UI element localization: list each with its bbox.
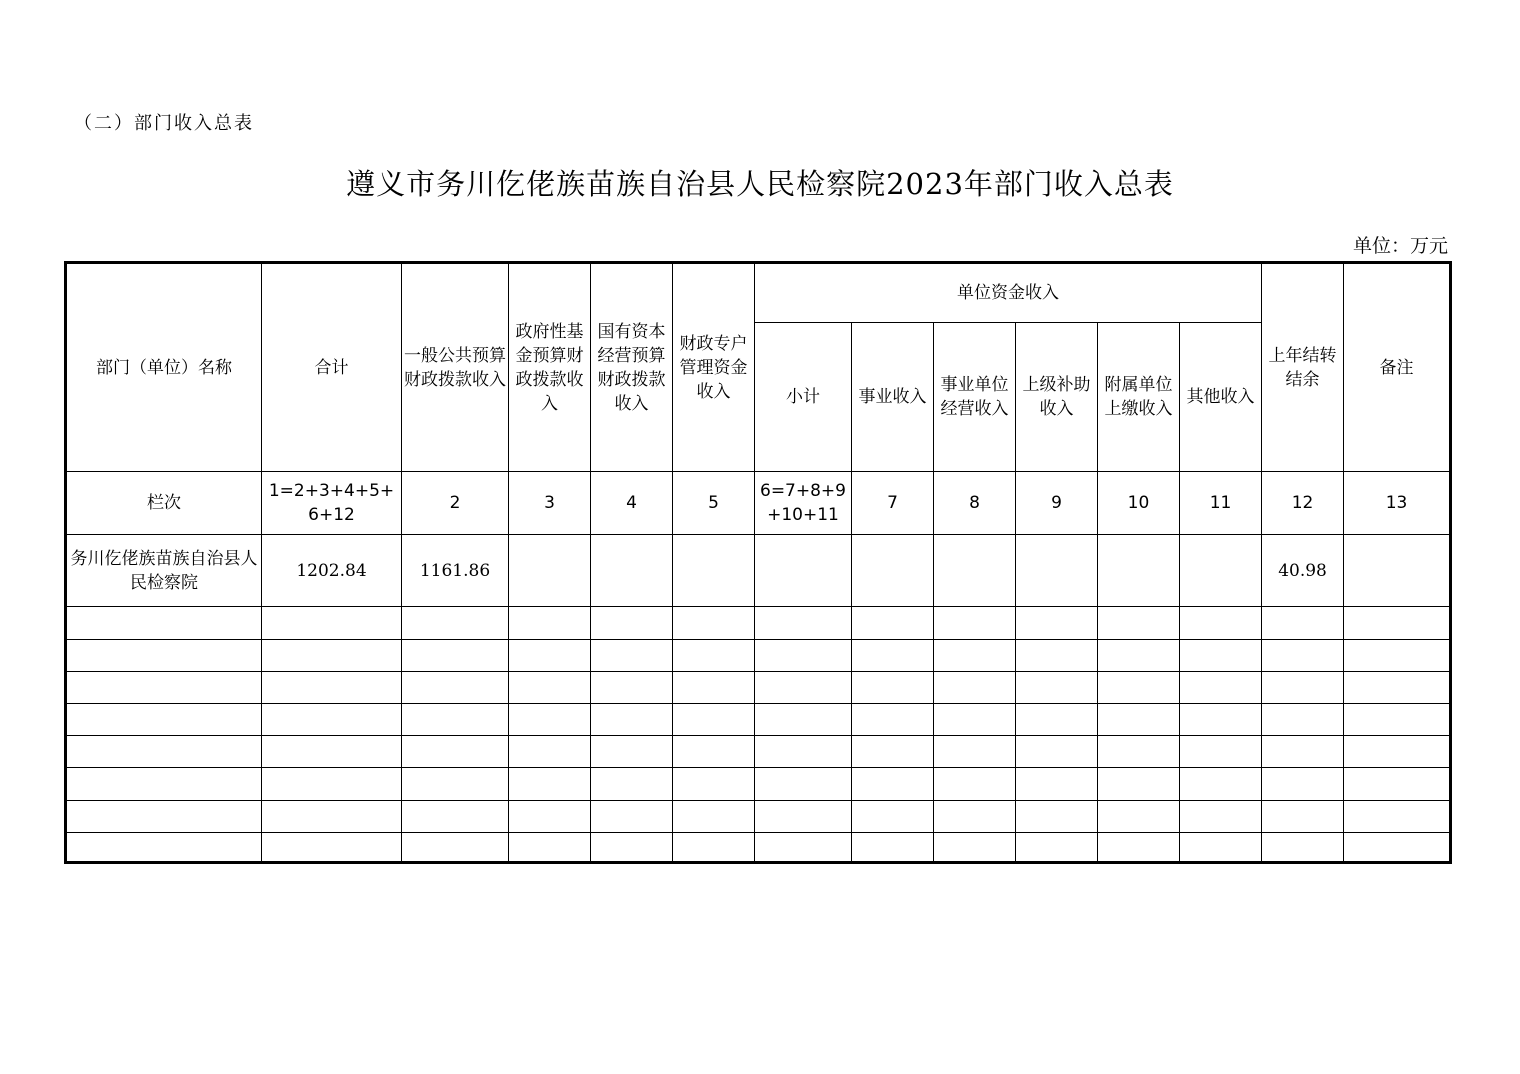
table-cell [1180,535,1262,607]
table-row [66,607,1451,640]
table-cell [1344,535,1451,607]
unit-label: 单位：万元 [1352,235,1448,257]
header-general-budget: 一般公共预算财政拨款收入 [402,263,509,472]
section-label: （二）部门收入总表 [74,113,254,134]
header-carryover: 上年结转结余 [1262,263,1344,472]
income-summary-table [64,261,1452,864]
column-number: 5 [673,472,755,535]
column-number: 3 [509,472,591,535]
header-subtotal: 小计 [755,323,852,472]
table-cell [591,535,673,607]
table-row [66,833,1451,863]
column-number: 8 [934,472,1016,535]
table-cell [755,535,852,607]
column-number: 2 [402,472,509,535]
empty-rows [66,607,1451,863]
header-state-capital: 国有资本经营预算财政拨款收入 [591,263,673,472]
column-number: 9 [1016,472,1098,535]
header-gov-fund: 政府性基金预算财政拨款收入 [509,263,591,472]
carryover-cell: 40.98 [1262,535,1344,607]
page-title: 遵义市务川仡佬族苗族自治县人民检察院2023年部门收入总表 [346,167,1174,201]
column-number: 7 [852,472,934,535]
column-number: 6=7+8+9+10+11 [755,472,852,535]
column-number: 4 [591,472,673,535]
header-affiliated-payment: 附属单位上缴收入 [1098,323,1180,472]
table-cell [934,535,1016,607]
header-business-unit-operating: 事业单位经营收入 [934,323,1016,472]
table-row [66,768,1451,801]
general-budget-cell: 1161.86 [402,535,509,607]
column-number: 13 [1344,472,1451,535]
table-row [66,736,1451,768]
table-cell [1098,535,1180,607]
header-business-income: 事业收入 [852,323,934,472]
table-row [66,535,1451,607]
column-number: 12 [1262,472,1344,535]
table-cell [673,535,755,607]
header-remarks: 备注 [1344,263,1451,472]
column-number-label: 栏次 [66,472,262,535]
table-row [66,640,1451,672]
column-number: 1=2+3+4+5+6+12 [262,472,402,535]
table-row [66,704,1451,736]
table-cell [852,535,934,607]
table-row [66,672,1451,704]
header-dept-name: 部门（单位）名称 [66,263,262,472]
header-total: 合计 [262,263,402,472]
column-number: 11 [1180,472,1262,535]
header-fiscal-special: 财政专户管理资金收入 [673,263,755,472]
dept-name-cell: 务川仡佬族苗族自治县人民检察院 [66,535,262,607]
header-superior-subsidy: 上级补助收入 [1016,323,1098,472]
column-number: 10 [1098,472,1180,535]
total-cell: 1202.84 [262,535,402,607]
header-other-income: 其他收入 [1180,323,1262,472]
header-unit-funds: 单位资金收入 [755,263,1262,323]
table-cell [509,535,591,607]
table-cell [1016,535,1098,607]
table-row [66,801,1451,833]
